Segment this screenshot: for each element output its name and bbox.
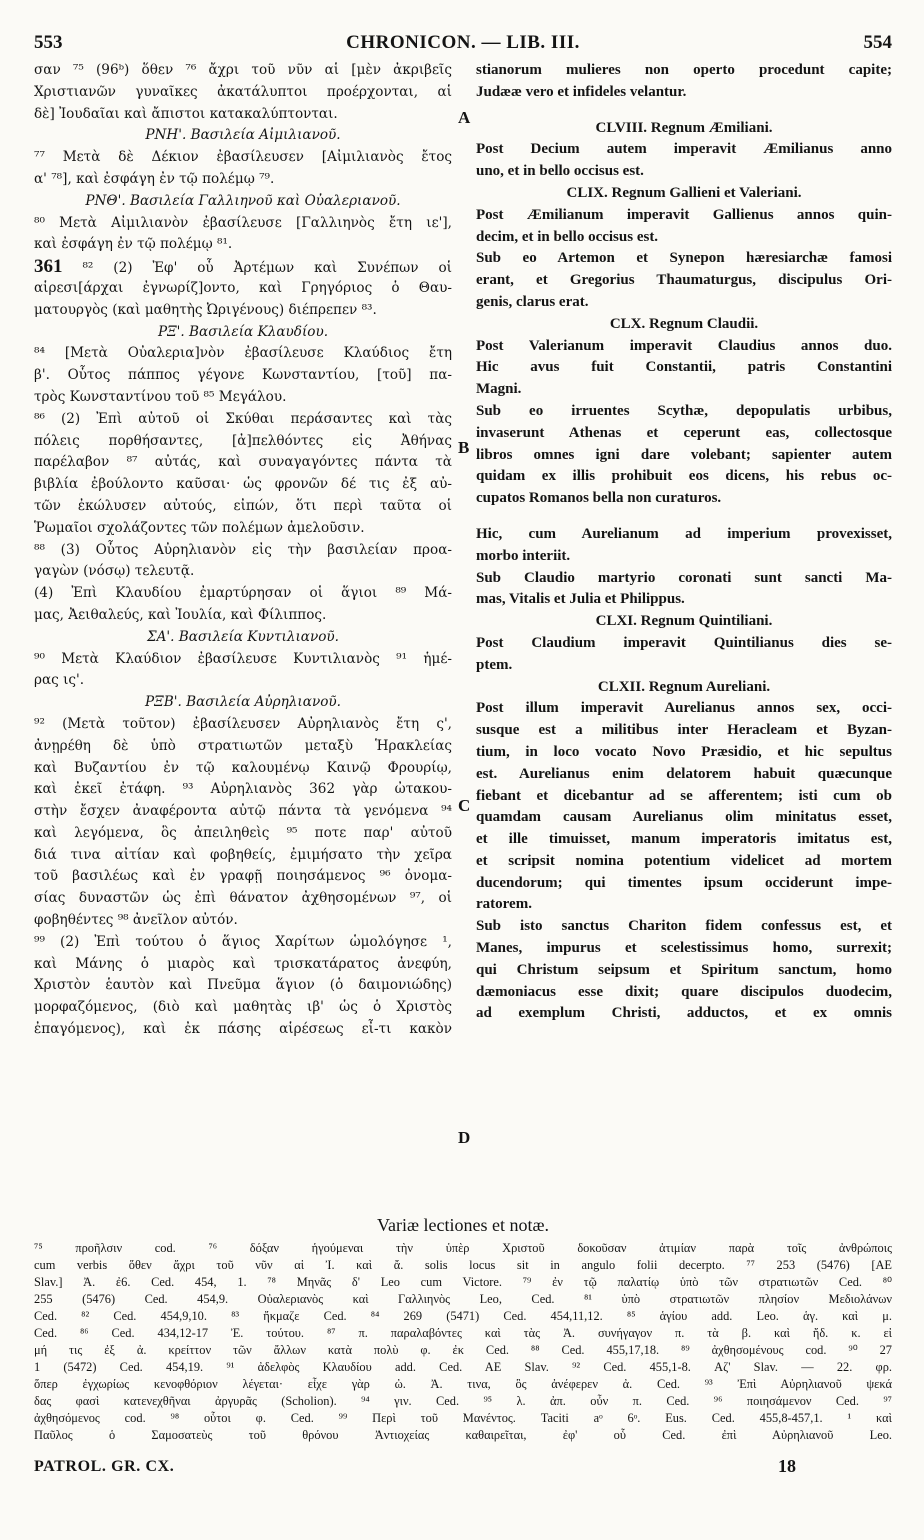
greek-line-text: ⁸² (2) Ἐφ' οὗ Ἀρτέμων καὶ Συνέπων οἱ (82, 260, 452, 277)
greek-line: καὶ λεγόμενα, ὃς ἀπειληθεὶς ⁹⁵ ποτε παρ' αὐτοῦ (34, 824, 452, 841)
latin-line: Manes, impurus et scelestissimus homo, surrexit; (476, 940, 892, 957)
latin-line: Hic avus fuit Constantii, patris Constantini (476, 359, 892, 376)
greek-column (34, 60, 452, 1041)
greek-heading: ΡΞ'. Βασιλεία Κλαυδίου. (157, 323, 329, 340)
latin-line: invaserunt Athenas et ceperunt eas, collectosque (476, 424, 892, 441)
greek-line: τρὸς Κωνσταντίνου τοῦ ⁸⁵ Μεγάλου. (34, 388, 287, 405)
greek-heading: ΡΝΗ'. Βασιλεία Αἰμιλιανοῦ. (145, 127, 341, 144)
margin-letter-c: C (458, 796, 471, 815)
latin-line: mas, Vitalis et Julia et Philippus. (476, 591, 685, 608)
margin-letter-a: A (458, 108, 471, 127)
greek-line: ρας ις'. (34, 672, 85, 689)
latin-column (476, 60, 892, 1025)
latin-line (476, 510, 892, 524)
latin-line: Post Claudium imperavit Quintilianus dies se- (476, 634, 892, 651)
greek-line: καὶ Βυζαντίου ἐν τῷ καλουμένῳ Καινῷ Φρουρίῳ, (34, 759, 452, 776)
margin-letter-b: B (458, 438, 470, 457)
latin-line: quidam ex illis prohibuit eos dicens, his rebus oc- (476, 468, 892, 485)
latin-line: tium, in loco vocato Novo Præsidio, et hic sepultus (476, 743, 892, 760)
greek-line: ⁸⁸ (3) Οὗτος Αὐρηλιανὸν εἰς τὴν βασιλείαν προα- (34, 541, 452, 558)
running-title: CHRONICON. — LIB. III. (346, 32, 580, 53)
greek-line: καὶ Μάνης ὁ μιαρὸς καὶ τρισκατάρατος ἀνεφύη, (34, 955, 452, 972)
greek-line: ⁸⁴ [Μετὰ Οὐαλερια]νὸν ἐβασίλευσε Κλαύδιος ἔτη (34, 345, 452, 362)
apparatus-line: 1 (5472) Ced. 454,19. ⁹¹ ἀδελφὸς Κλαυδίου add. Ced. AE Slav. ⁹² Ced. 455,1-8. Αζ' Slav. — 22. φρ. (34, 1360, 892, 1374)
greek-line: σίας δυναστῶν ὡς ἐπὶ θάνατον ἀχθησομένων ⁹⁷, οἱ (34, 890, 452, 907)
greek-line: ⁹⁹ (2) Ἐπὶ τούτου ὁ ἅγιος Χαρίτων ὡμολόγησε ¹, (34, 933, 452, 950)
latin-heading: CLVIII. Regnum Æmiliani. (595, 119, 773, 136)
apparatus-line: ⁷⁵ προῆλσιν cod. ⁷⁶ δόξαν ἡγούμεναι τὴν ὑπὲρ Χριστοῦ δοκοῦσαν ἀτιμίαν παρὰ τοῖς ἀνθρώποις (34, 1241, 892, 1255)
apparatus-line: cum verbis ὅθεν ἄχρι τοῦ νῦν αἱ Ἰ. καὶ ἄ. solis locus sit in angulo folii decerpto. ⁷⁷ 253 (5476) [AE (34, 1258, 892, 1272)
latin-line: decim, et in bello occisus est. (476, 228, 659, 245)
greek-line: καὶ ἐκεῖ ἐτάφη. ⁹³ Αὐρηλιανὸς 362 γὰρ ὠτακου- (34, 781, 452, 798)
latin-line: Judææ vero et infideles velantur. (476, 83, 687, 100)
apparatus-line: Ced. ⁸² Ced. 454,9,10. ⁸³ ἤκμαζε Ced. ⁸⁴ 269 (5471) Ced. 454,11,12. ⁸⁵ ἁγίου add. Leo. ἁγ. καὶ μ. (34, 1309, 892, 1323)
latin-line: dæmoniacus esse dixit; quare discipulos duodecim, (476, 983, 892, 1000)
greek-line: διά τινα αἰτίαν καὶ φοβηθείς, ἐμιμήσατο τὴν χεῖρα (34, 846, 452, 863)
latin-heading: CLXI. Regnum Quintiliani. (595, 613, 773, 630)
page (34, 30, 892, 1520)
latin-heading: CLIX. Regnum Gallieni et Valeriani. (566, 184, 802, 201)
greek-heading: ΡΞΒ'. Βασιλεία Αὐρηλιανοῦ. (145, 694, 341, 711)
greek-line: πόλεις πορθήσαντες, [ἀ]πελθόντες εἰς Ἀθήνας (34, 432, 452, 449)
greek-line: Χριστιανῶν γυναῖκες ἀκατάλυπτοι προέρχονται, αἱ (34, 83, 452, 100)
apparatus-line: δας φασὶ κατενεχθῆναι ἀργυρᾶς (Scholion). ⁹⁴ γιν. Ced. ⁹⁵ λ. ἀπ. οὖν π. Ced. ⁹⁶ ποιησάμενον Ced. ⁹⁷ (34, 1394, 892, 1408)
latin-line: ratorem. (476, 896, 532, 913)
greek-line: ἀνῃρέθη δὲ ὑπὸ στρατιωτῶν μεταξὺ Ἡρακλείας (34, 737, 452, 754)
latin-line: Sub isto sanctus Chariton fidem confessus est, et (476, 918, 892, 935)
greek-line: ⁸⁰ Μετὰ Αἰμιλιανὸν ἐβασίλευσε [Γαλλιηνὸς ἔτη ιε'], (34, 214, 452, 231)
latin-line: morbo interiit. (476, 547, 571, 564)
latin-line: Magni. (476, 381, 522, 398)
greek-line: στὴν ἔσχεν ἀναφέροντα αὐτῷ πάντα τὰ γενόμενα ⁹⁴ (34, 803, 452, 820)
apparatus-line: ἀχθησόμενος cod. ⁹⁸ οὗτοι φ. Ced. ⁹⁹ Περὶ τοῦ Μανέντος. Taciti aᵒ 6ᵒ. Eus. Ced. 455,8-457,1. ¹ καὶ (34, 1411, 892, 1425)
latin-line: Hic, cum Aurelianum ad imperium provexisset, (476, 525, 892, 542)
latin-line: Sub eo irruentes Scythæ, depopulatis urbibus, (476, 402, 892, 419)
margin-letter-d: D (458, 1128, 471, 1147)
latin-heading: CLXII. Regnum Aureliani. (597, 678, 771, 695)
running-header (34, 30, 892, 60)
apparatus-line: Ced. ⁸⁶ Ced. 434,12-17 Ἐ. τούτου. ⁸⁷ π. παραλαβόντες καὶ τὰς Ἀ. συνήγαγον π. τὰ β. καὶ ἤδ. κ. εἰ (34, 1326, 892, 1340)
latin-line: qui Christum seipsum et Spiritum sanctum, homo (476, 961, 892, 978)
latin-line: Post illum imperavit Aurelianus annos sex, occi- (476, 700, 892, 717)
greek-line: δὲ] Ἰουδαῖαι καὶ ἄπιστοι κατακαλύπτονται. (34, 105, 338, 122)
latin-line: Post Decium autem imperavit Æmilianus anno (476, 141, 892, 158)
greek-line: καὶ ἐσφάγη ἐν τῷ πολέμῳ ⁸¹. (34, 236, 233, 253)
critical-apparatus (34, 1210, 892, 1444)
right-page-number: 554 (863, 32, 892, 53)
greek-line: α' ⁷⁸], καὶ ἐσφάγη ἐν τῷ πολέμῳ ⁷⁹. (34, 170, 275, 187)
latin-line: erant, et Gregorius Thaumaturgus, discipulus Ori- (476, 272, 892, 289)
latin-line: Sub Claudio martyrio coronati sunt sancti Ma- (476, 569, 892, 586)
latin-line: ducendorum; qui timentes ipsum occiderunt impe- (476, 874, 892, 891)
greek-line: αἱρεσι[άρχαι ἐγνωρίζ]οντο, καὶ Γρηγόριος ὁ Θαυ- (34, 279, 452, 296)
gathering-number: 18 (778, 1456, 796, 1476)
greek-line: βιβλία ἐβούλοντο καῦσαι· ὡς φρονῶν δέ τις ἐξ αὐ- (34, 476, 452, 493)
apparatus-line: Παῦλος ὁ Σαμοσατεὺς τοῦ θρόνου Ἀντιοχείας καθαιρεῖται, ἐφ' οὗ Ced. ἐπὶ Αὐρηλιανοῦ Leo. (34, 1428, 892, 1442)
apparatus-line: μή τις ἐξ ἀ. κρείττον τῶν ἄλλων κατὰ πολὺ φ. ἐκ Ced. ⁸⁸ Ced. 455,17,18. ⁸⁹ ἀχθησομένους cod. ⁹⁰ 27 (34, 1343, 892, 1357)
greek-line: τοῦ βασιλέως καὶ ἐν γραφῇ ποιησάμενος ⁹⁶ ὀνομα- (34, 868, 452, 885)
latin-line: stianorum mulieres non operto procedunt capite; (476, 62, 892, 78)
greek-line (34, 256, 452, 278)
greek-line: (4) Ἐπὶ Κλαυδίου ἐμαρτύρησαν οἱ ἅγιοι ⁸⁹ Μά- (34, 585, 452, 602)
latin-line: Post Valerianum imperavit Claudius annos duo. (476, 337, 892, 354)
greek-heading: ΡΝΘ'. Βασιλεία Γαλλιηνοῦ καὶ Οὐαλεριανοῦ. (85, 192, 401, 209)
text-columns (34, 60, 892, 1208)
latin-line: genis, clarus erat. (476, 293, 589, 310)
greek-line: ⁹² (Μετὰ τοῦτον) ἐβασίλευσεν Αὐρηλιανὸς ἔτη ς', (34, 715, 452, 732)
apparatus-title: Variæ lectiones et notæ. (377, 1215, 549, 1235)
latin-heading: CLX. Regnum Claudii. (609, 315, 759, 332)
greek-line: μορφαζόμενος, (διὸ καὶ μαθητὰς ιβ' ὡς ὁ Χριστὸς (34, 999, 452, 1016)
greek-heading: ΣΑ'. Βασιλεία Κυντιλιανοῦ. (146, 628, 340, 645)
left-page-number: 553 (34, 32, 63, 53)
greek-line: ἐπαγόμενος), καὶ ἐκ πάσης αἱρέσεως εἶ-τι κακὸν (34, 1021, 452, 1038)
greek-line: τῶν ἐκώλυσεν αὐτούς, εἰπών, ὅτι περὶ ταῦτα οἱ (34, 497, 452, 514)
latin-line: est. Aurelianus enim delatorem habuit quæcunque (476, 765, 892, 782)
latin-line: uno, et in bello occisus est. (476, 163, 644, 180)
latin-line: Post Æmilianum imperavit Gallienus annos quin- (476, 206, 892, 223)
series-signature: PATROL. GR. CX. (34, 1458, 175, 1475)
apparatus-line: Slav.] Ἀ. ἐ6. Ced. 454, 1. ⁷⁸ Μηνᾶς δ' Leo cum Victore. ⁷⁹ ἐν τῷ παλατίῳ ὑπὸ τῶν στρατιωτῶν Ced. ⁸⁰ (34, 1275, 892, 1289)
latin-line: ad exemplum Christi, adductos, et ex omnis (476, 1005, 892, 1022)
latin-line: susque est a militibus inter Heracleam et Byzan- (476, 722, 892, 739)
greek-line: ⁹⁰ Μετὰ Κλαύδιον ἐβασίλευσε Κυντιλιανὸς ⁹¹ ἡμέ- (34, 650, 452, 667)
greek-line: μας, Ἀειθαλεύς, καὶ Ἰουλία, καὶ Φίλιππος. (34, 606, 327, 623)
latin-line: et scripsit nomina potentium videlicet ad mortem (476, 852, 892, 869)
apparatus-line: ὅπερ ἐγχωρίως κενοφθόριον λέγεται· εἶχε γὰρ ὠ. Ἀ. τινα, ὃς ἀνέφερεν ἀ. Ced. ⁹³ Ἐπὶ Αὐρηλιανοῦ ψεκά (34, 1377, 892, 1391)
latin-line: et ille timuisset, manum imperatoris imitatus est, (476, 831, 892, 848)
greek-line: γαγὼν (νόσῳ) τελευτᾷ. (34, 563, 195, 580)
latin-line (476, 104, 892, 118)
latin-line: fiebant et dicebantur ad se afferentem; isti cum ob (476, 787, 892, 804)
latin-line: Sub eo Artemon et Synepon hæresiarchæ famosi (476, 250, 892, 267)
greek-line: ⁷⁷ Μετὰ δὲ Δέκιον ἐβασίλευσεν [Αἰμιλιανὸς ἔτος (34, 149, 452, 166)
latin-line: quamdam causam Aurelianus olim minitatus esset, (476, 809, 892, 826)
greek-line: ⁸⁶ (2) Ἐπὶ αὐτοῦ οἱ Σκύθαι περάσαντες καὶ τὰς (34, 410, 452, 427)
latin-line: ptem. (476, 656, 513, 673)
greek-line: Χριστὸν ἑαυτὸν καὶ Πνεῦμα ἅγιον (ὁ δαιμονιώδης) (34, 977, 452, 994)
migne-column-number: 361 (34, 256, 63, 278)
page-footer (34, 1452, 892, 1482)
greek-line: φοβηθέντες ⁹⁸ ἀνεῖλον αὐτόν. (34, 912, 238, 929)
greek-line: σαν ⁷⁵ (96ᵇ) ὅθεν ⁷⁶ ἄχρι τοῦ νῦν αἱ [μὲν ἀκριβεῖς (34, 62, 452, 78)
greek-line: παρέλαβον ⁸⁷ αὐτάς, καὶ συναγαγόντες πάντα τὰ (34, 454, 452, 471)
greek-line: β'. Οὗτος πάππος γέγονε Κωνσταντίου, [τοῦ] πα- (34, 367, 452, 384)
latin-line: cupatos Romanos bella non curaturos. (476, 490, 722, 507)
apparatus-lines (34, 1240, 892, 1444)
latin-line: libros omnes igni dare volebant; sapienter autem (476, 446, 892, 463)
greek-line: Ῥωμαῖοι σχολάζοντες τῶν πολέμων ἀμελοῦσιν. (34, 519, 365, 536)
greek-line: ματουργὸς (καὶ μαθητὴς Ὠριγένους) διέπρεπεν ⁸³. (34, 301, 377, 318)
apparatus-line: 255 (5476) Ced. 454,9. Οὐαλεριανὸς καὶ Γαλλιηνὸς Leo, Ced. ⁸¹ ὑπὸ στρατιωτῶν πλησίον Μεδιολάνων (34, 1292, 892, 1306)
